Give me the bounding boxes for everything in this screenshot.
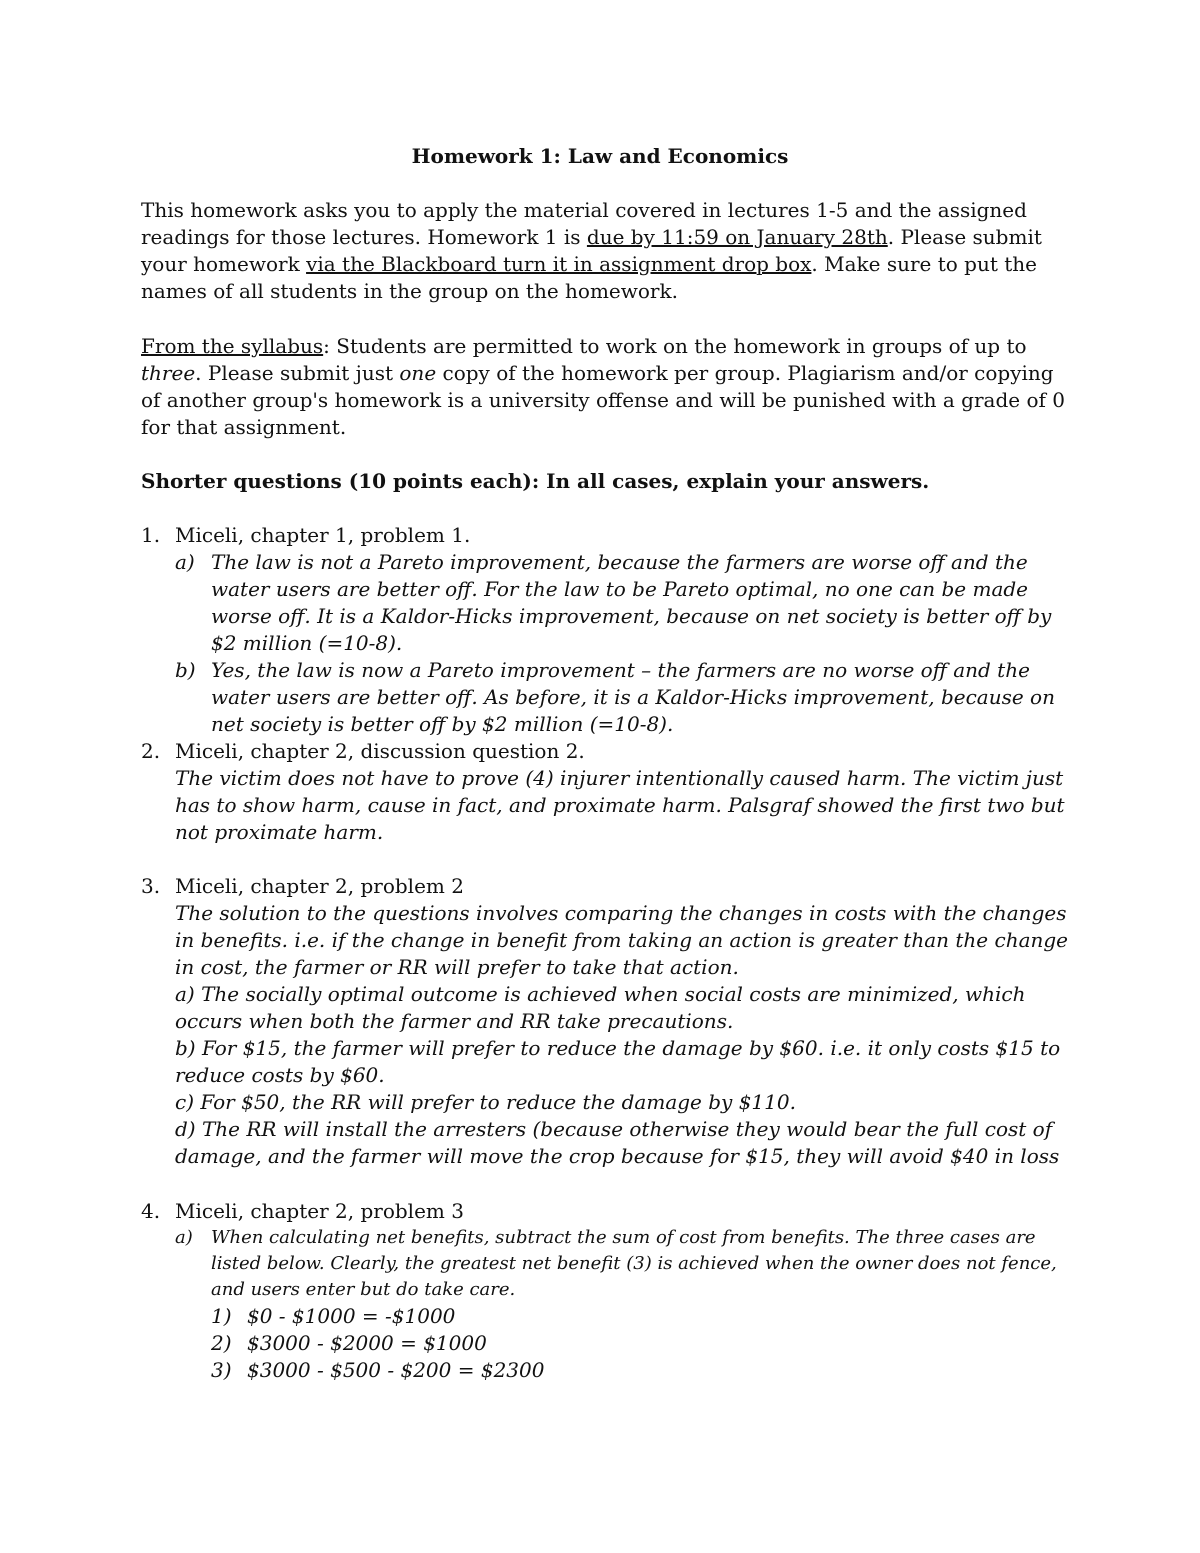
page-title: Homework 1: Law and Economics	[411, 144, 789, 168]
submission-method: via the Blackboard turn it in assignment drop box	[306, 252, 812, 276]
question-title: Miceli, chapter 2, problem 2	[175, 874, 464, 898]
answer-text: The victim does not have to prove (4) injurer intentionally caused harm. The victim just has to show harm, cause in fact, and proximate harm. Palsgraf showed the first two but not proximate harm.	[175, 766, 1065, 844]
case-label: 3)	[211, 1358, 232, 1382]
case-text: $3000 - $2000 = $1000	[247, 1331, 487, 1355]
intro-paragraph-1	[141, 197, 1071, 305]
answer-label: b)	[175, 658, 196, 682]
answer-text: The law is not a Pareto improvement, because the farmers are worse off and the water users are better off. For the law to be Pareto optimal, no one can be made worse off. It is a Kaldor-Hicks improvement, because on net society is better off by $2 million (=10-8).	[211, 550, 1052, 655]
answer-text: When calculating net benefits, subtract the sum of cost from benefits. The three cases are listed below. Clearly, the greatest net benefit (3) is achieved when the owner does not fence, and users enter but do take care.	[211, 1227, 1057, 1300]
question-number: 4.	[141, 1199, 161, 1223]
case-1	[211, 1303, 1071, 1330]
case-2	[211, 1330, 1071, 1357]
intro-text-c: . Make sure to put the names of all students in the group on the homework.	[141, 252, 1038, 303]
syllabus-text-a: : Students are permitted to work on the homework in groups of up to	[323, 334, 1027, 358]
question-number: 3.	[141, 874, 161, 898]
intro-text-b: . Please submit your homework	[141, 225, 1042, 276]
syllabus-label: From the syllabus	[141, 334, 324, 358]
answer-b	[175, 657, 1071, 738]
question-number: 2.	[141, 739, 161, 763]
section-heading: Shorter questions (10 points each): In all cases, explain your answers.	[141, 469, 930, 493]
answer-a	[175, 549, 1071, 657]
answer-b: b) For $15, the farmer will prefer to reduce the damage by $60. i.e. it only costs $15 to reduce costs by $60.	[175, 1036, 1061, 1087]
answer-d: d) The RR will install the arresters (because otherwise they would bear the full cost of damage, and the farmer will move the crop because for $15, they will avoid $40 in loss	[175, 1117, 1060, 1168]
answer-c: c) For $50, the RR will prefer to reduce the damage by $110.	[175, 1090, 796, 1114]
answer-label: a)	[175, 550, 195, 574]
question-title: Miceli, chapter 2, problem 3	[175, 1199, 464, 1223]
intro-text-a: This homework asks you to apply the material covered in lectures 1-5 and the assigned readings for those lectures. Homework 1 is	[141, 198, 1027, 249]
copy-count: one	[399, 361, 437, 385]
question-title: Miceli, chapter 2, discussion question 2.	[175, 739, 585, 763]
group-size: three	[141, 361, 196, 385]
case-text: $3000 - $500 - $200 = $2300	[247, 1358, 545, 1382]
question-4	[141, 1198, 1071, 1384]
case-label: 1)	[211, 1304, 232, 1328]
answer-a	[175, 1225, 1071, 1303]
syllabus-text-b: . Please submit just	[195, 361, 400, 385]
answer-intro: The solution to the questions involves comparing the changes in costs with the changes in benefits. i.e. if the change in benefit from taking an action is greater than the change in cost, the farmer or RR will prefer to take that action.	[175, 901, 1069, 979]
syllabus-paragraph	[141, 333, 1071, 441]
due-date: due by 11:59 on January 28th	[586, 225, 888, 249]
question-2	[141, 738, 1071, 846]
syllabus-text-c: copy of the homework per group. Plagiarism and/or copying of another group's homework is a university offense and will be punished with a grade of 0 for that assignment.	[141, 361, 1065, 439]
case-3	[211, 1357, 1071, 1384]
question-3	[141, 873, 1071, 1170]
answer-a: a) The socially optimal outcome is achieved when social costs are minimized, which occurs when both the farmer and RR take precautions.	[175, 982, 1026, 1033]
case-label: 2)	[211, 1331, 232, 1355]
answer-label: a)	[175, 1227, 193, 1248]
case-text: $0 - $1000 = -$1000	[247, 1304, 456, 1328]
question-1	[141, 522, 1071, 738]
question-title: Miceli, chapter 1, problem 1.	[175, 523, 471, 547]
question-number: 1.	[141, 523, 161, 547]
answer-text: Yes, the law is now a Pareto improvement – the farmers are no worse off and the water users are better off. As before, it is a Kaldor-Hicks improvement, because on net society is better off by $2 million (=10-8).	[211, 658, 1055, 736]
